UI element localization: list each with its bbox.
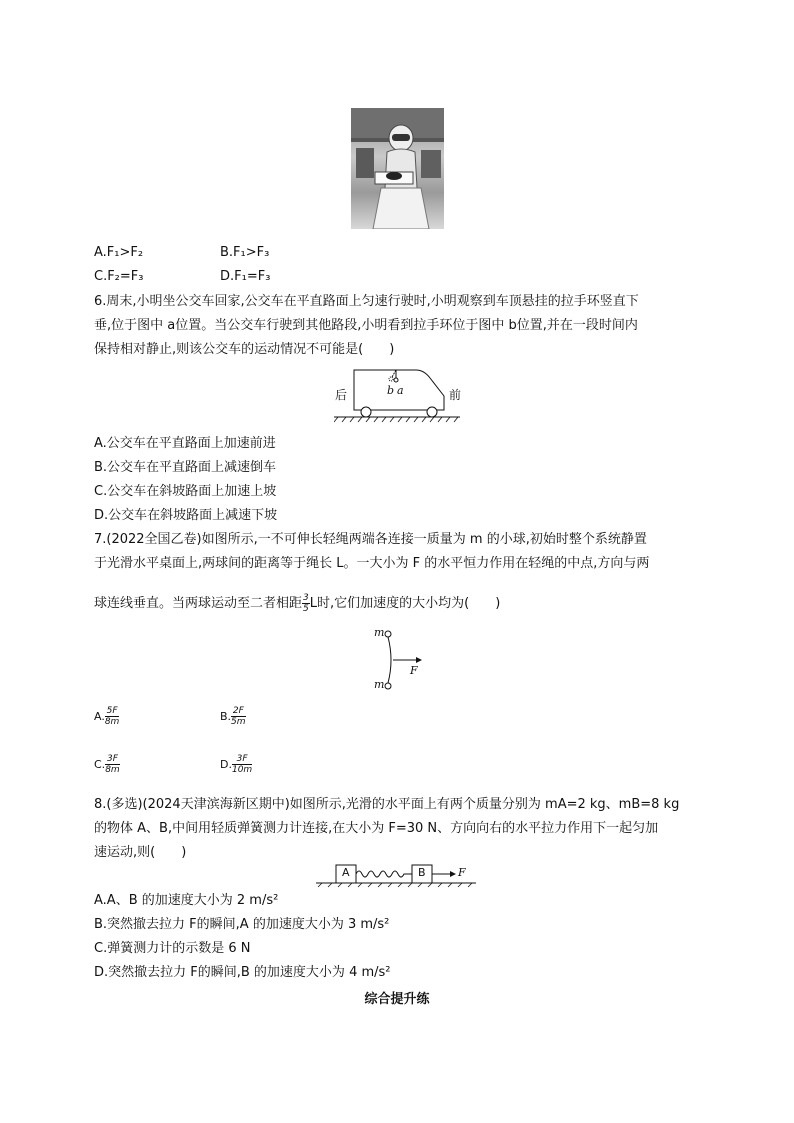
q5-option-a: A.F₁>F₂ [94,245,144,260]
q6-option-d: D.公交车在斜坡路面上减速下坡 [94,508,278,523]
top-ball-mass-label: m [374,626,385,639]
pull-force-label: F [458,866,466,879]
q6-option-a: A.公交车在平直路面上加速前进 [94,436,276,451]
q8-stem-line2: 的物体 A、B,中间用轻质弹簧测力计连接,在大小为 F=30 N、方向向右的水平拉力作用下一起匀加 [94,821,659,836]
bus-front-label: 前 [449,388,462,402]
q7-stem-line1: 7.(2022全国乙卷)如图所示,一不可伸长轻绳两端各连接一质量为 m 的小球,初始时整个系统静置 [94,532,647,547]
bus-back-label: 后 [335,388,348,402]
bus-b-label: b [387,384,395,397]
q7-stem-line2: 于光滑水平桌面上,两球间的距离等于绳长 L。一大小为 F 的水平恒力作用在轻绳的中点,方向与两 [94,556,650,571]
block-b-label: B [418,866,426,879]
force-label: F [410,664,418,677]
q6-option-c: C.公交车在斜坡路面上加速上坡 [94,484,277,499]
fraction-three-fifths: $\frac{3}{5}$ [303,593,309,614]
q7-option-d: D. $\frac{3F}{10m}$ [220,754,253,775]
q7-option-c: C. $\frac{3F}{8m}$ [94,754,120,775]
block-a-label: A [342,866,350,879]
q8-option-a: A.A、B 的加速度大小为 2 m/s² [94,893,279,908]
q8-option-b: B.突然撤去拉力 F的瞬间,A 的加速度大小为 3 m/s² [94,917,390,932]
spring-blocks-figure [316,862,480,888]
robot-photo [351,108,444,229]
bottom-ball-mass-label: m [374,678,385,691]
q8-option-c: C.弹簧测力计的示数是 6 N [94,941,251,956]
bus-a-label: a [397,384,404,397]
q8-stem-line1: 8.(多选)(2024天津滨海新区期中)如图所示,光滑的水平面上有两个质量分别为 mA=2 kg、mB=8 kg [94,797,680,812]
rope-balls-figure [370,624,430,696]
q6-option-b: B.公交车在平直路面上减速倒车 [94,460,277,475]
q5-option-d: D.F₁=F₃ [220,269,271,284]
section-heading: 综合提升练 [364,992,430,1007]
q5-option-b: B.F₁>F₃ [220,245,270,260]
q7-stem-line3: 球连线垂直。当两球运动至二者相距 $\frac{3}{5}$ L时,它们加速度的大小均为( ) [94,593,501,614]
q8-stem-line3: 速运动,则( ) [94,845,187,860]
q6-stem-line1: 6.周末,小明坐公交车回家,公交车在平直路面上匀速行驶时,小明观察到车顶悬挂的拉手环竖直下 [94,294,639,309]
q6-stem-line2: 垂,位于图中 a位置。当公交车行驶到其他路段,小明看到拉手环位于图中 b位置,并在一段时间内 [94,318,638,333]
bus-figure [334,364,464,424]
q6-stem-line3: 保持相对静止,则该公交车的运动情况不可能是( ) [94,342,395,357]
q8-option-d: D.突然撤去拉力 F的瞬间,B 的加速度大小为 4 m/s² [94,965,391,980]
q7-option-b: B. $\frac{2F}{5m}$ [220,706,246,727]
q7-option-a: A. $\frac{5F}{8m}$ [94,706,120,727]
q5-option-c: C.F₂=F₃ [94,269,144,284]
